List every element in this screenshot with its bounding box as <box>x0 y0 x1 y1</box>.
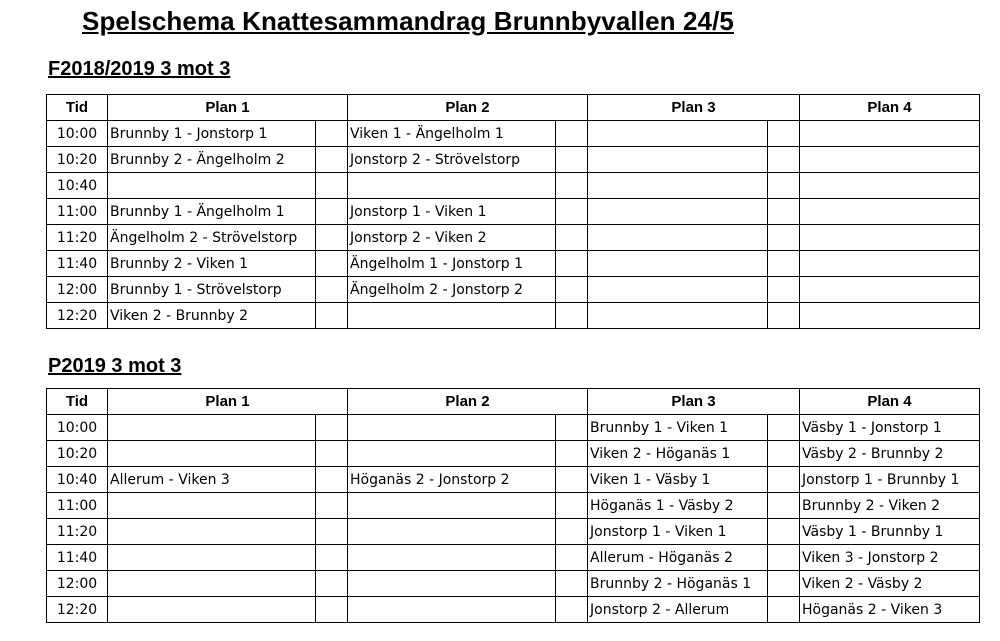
header-plan-1: Plan 1 <box>108 389 348 415</box>
plan-1-cell <box>108 415 316 441</box>
spacer-cell <box>556 225 588 251</box>
plan-4-cell <box>800 303 980 329</box>
spacer-cell <box>768 597 800 623</box>
spacer-cell <box>556 173 588 199</box>
spacer-cell <box>316 277 348 303</box>
table-row <box>47 277 980 303</box>
spacer-cell <box>768 277 800 303</box>
spacer-cell <box>768 467 800 493</box>
plan-4-cell: Brunnby 2 - Viken 2 <box>800 493 980 519</box>
spacer-cell <box>316 441 348 467</box>
header-plan-4: Plan 4 <box>800 95 980 121</box>
plan-1-cell: Brunnby 1 - Jonstorp 1 <box>108 121 316 147</box>
plan-2-cell: Viken 1 - Ängelholm 1 <box>348 121 556 147</box>
spacer-cell <box>768 571 800 597</box>
time-cell: 10:20 <box>47 147 108 173</box>
plan-3-cell: Brunnby 1 - Viken 1 <box>588 415 768 441</box>
plan-3-cell: Höganäs 1 - Väsby 2 <box>588 493 768 519</box>
plan-2-cell <box>348 173 556 199</box>
plan-1-cell <box>108 493 316 519</box>
plan-1-cell <box>108 173 316 199</box>
plan-2-cell <box>348 545 556 571</box>
time-cell: 11:00 <box>47 493 108 519</box>
spacer-cell <box>768 303 800 329</box>
spacer-cell <box>768 251 800 277</box>
time-cell: 12:00 <box>47 571 108 597</box>
time-cell: 10:40 <box>47 173 108 199</box>
plan-4-cell <box>800 121 980 147</box>
spacer-cell <box>556 277 588 303</box>
table-row <box>47 147 980 173</box>
plan-3-cell <box>588 173 768 199</box>
plan-4-cell: Höganäs 2 - Viken 3 <box>800 597 980 623</box>
table-row <box>47 519 980 545</box>
header-plan-2: Plan 2 <box>348 389 588 415</box>
spacer-cell <box>556 467 588 493</box>
spacer-cell <box>316 571 348 597</box>
table-header-row <box>47 95 980 121</box>
spacer-cell <box>556 121 588 147</box>
time-cell: 11:20 <box>47 519 108 545</box>
plan-1-cell <box>108 519 316 545</box>
plan-4-cell <box>800 173 980 199</box>
plan-4-cell: Viken 3 - Jonstorp 2 <box>800 545 980 571</box>
plan-3-cell: Allerum - Höganäs 2 <box>588 545 768 571</box>
time-cell: 11:00 <box>47 199 108 225</box>
plan-1-cell: Brunnby 2 - Viken 1 <box>108 251 316 277</box>
table-row <box>47 251 980 277</box>
plan-3-cell <box>588 225 768 251</box>
spacer-cell <box>768 441 800 467</box>
plan-4-cell: Väsby 1 - Jonstorp 1 <box>800 415 980 441</box>
plan-4-cell <box>800 147 980 173</box>
plan-2-cell: Höganäs 2 - Jonstorp 2 <box>348 467 556 493</box>
time-cell: 10:40 <box>47 467 108 493</box>
plan-3-cell: Jonstorp 1 - Viken 1 <box>588 519 768 545</box>
table-row <box>47 597 980 623</box>
plan-2-cell <box>348 597 556 623</box>
table-row <box>47 571 980 597</box>
header-plan-4: Plan 4 <box>800 389 980 415</box>
spacer-cell <box>556 147 588 173</box>
plan-4-cell: Väsby 2 - Brunnby 2 <box>800 441 980 467</box>
spacer-cell <box>768 173 800 199</box>
time-cell: 10:20 <box>47 441 108 467</box>
spacer-cell <box>556 251 588 277</box>
spacer-cell <box>768 199 800 225</box>
spacer-cell <box>316 519 348 545</box>
time-cell: 10:00 <box>47 415 108 441</box>
spacer-cell <box>316 251 348 277</box>
table-row <box>47 545 980 571</box>
section-title-p2019: P2019 3 mot 3 <box>48 355 182 377</box>
header-tid: Tid <box>47 95 108 121</box>
plan-2-cell: Jonstorp 2 - Viken 2 <box>348 225 556 251</box>
time-cell: 12:00 <box>47 277 108 303</box>
plan-3-cell: Viken 1 - Väsby 1 <box>588 467 768 493</box>
plan-1-cell <box>108 597 316 623</box>
spacer-cell <box>768 121 800 147</box>
page-title: Spelschema Knattesammandrag Brunnbyvallen 24/5 <box>82 6 734 36</box>
table-row <box>47 225 980 251</box>
spacer-cell <box>316 303 348 329</box>
plan-1-cell: Brunnby 1 - Ängelholm 1 <box>108 199 316 225</box>
plan-4-cell: Jonstorp 1 - Brunnby 1 <box>800 467 980 493</box>
header-plan-1: Plan 1 <box>108 95 348 121</box>
plan-1-cell <box>108 545 316 571</box>
table-body <box>47 415 980 623</box>
table-body <box>47 121 980 329</box>
time-cell: 10:00 <box>47 121 108 147</box>
table-header-row <box>47 389 980 415</box>
plan-3-cell <box>588 303 768 329</box>
table-row <box>47 121 980 147</box>
plan-1-cell: Allerum - Viken 3 <box>108 467 316 493</box>
plan-4-cell <box>800 277 980 303</box>
plan-1-cell: Brunnby 2 - Ängelholm 2 <box>108 147 316 173</box>
spacer-cell <box>768 147 800 173</box>
plan-3-cell <box>588 251 768 277</box>
table-row <box>47 303 980 329</box>
plan-1-cell <box>108 571 316 597</box>
table-row <box>47 199 980 225</box>
plan-4-cell <box>800 199 980 225</box>
table-row <box>47 173 980 199</box>
plan-2-cell <box>348 441 556 467</box>
spacer-cell <box>768 545 800 571</box>
plan-2-cell <box>348 415 556 441</box>
time-cell: 12:20 <box>47 597 108 623</box>
time-cell: 11:40 <box>47 545 108 571</box>
plan-2-cell <box>348 493 556 519</box>
plan-3-cell <box>588 147 768 173</box>
plan-2-cell: Jonstorp 1 - Viken 1 <box>348 199 556 225</box>
plan-1-cell: Brunnby 1 - Strövelstorp <box>108 277 316 303</box>
spacer-cell <box>556 519 588 545</box>
spacer-cell <box>316 121 348 147</box>
spacer-cell <box>316 173 348 199</box>
spacer-cell <box>316 545 348 571</box>
table-row <box>47 415 980 441</box>
schedule-table-f2018 <box>46 94 980 329</box>
spacer-cell <box>316 597 348 623</box>
plan-3-cell: Jonstorp 2 - Allerum <box>588 597 768 623</box>
table-row <box>47 441 980 467</box>
header-plan-3: Plan 3 <box>588 95 800 121</box>
time-cell: 12:20 <box>47 303 108 329</box>
spacer-cell <box>316 467 348 493</box>
time-cell: 11:40 <box>47 251 108 277</box>
spacer-cell <box>556 303 588 329</box>
spacer-cell <box>316 493 348 519</box>
spacer-cell <box>556 199 588 225</box>
spacer-cell <box>316 147 348 173</box>
plan-2-cell: Ängelholm 1 - Jonstorp 1 <box>348 251 556 277</box>
spacer-cell <box>556 545 588 571</box>
schedule-table-p2019 <box>46 388 980 623</box>
plan-2-cell: Ängelholm 2 - Jonstorp 2 <box>348 277 556 303</box>
plan-3-cell: Viken 2 - Höganäs 1 <box>588 441 768 467</box>
plan-1-cell <box>108 441 316 467</box>
spacer-cell <box>316 415 348 441</box>
plan-3-cell <box>588 199 768 225</box>
section-title-f2018: F2018/2019 3 mot 3 <box>48 58 231 80</box>
header-tid: Tid <box>47 389 108 415</box>
plan-3-cell: Brunnby 2 - Höganäs 1 <box>588 571 768 597</box>
plan-1-cell: Ängelholm 2 - Strövelstorp <box>108 225 316 251</box>
plan-3-cell <box>588 121 768 147</box>
spacer-cell <box>556 571 588 597</box>
plan-2-cell <box>348 519 556 545</box>
plan-4-cell <box>800 251 980 277</box>
table-row <box>47 493 980 519</box>
spacer-cell <box>768 225 800 251</box>
header-plan-2: Plan 2 <box>348 95 588 121</box>
spacer-cell <box>556 441 588 467</box>
plan-4-cell: Viken 2 - Väsby 2 <box>800 571 980 597</box>
plan-2-cell: Jonstorp 2 - Strövelstorp <box>348 147 556 173</box>
plan-2-cell <box>348 303 556 329</box>
spacer-cell <box>556 493 588 519</box>
plan-4-cell: Väsby 1 - Brunnby 1 <box>800 519 980 545</box>
plan-4-cell <box>800 225 980 251</box>
plan-1-cell: Viken 2 - Brunnby 2 <box>108 303 316 329</box>
spacer-cell <box>768 519 800 545</box>
spacer-cell <box>556 597 588 623</box>
spacer-cell <box>316 225 348 251</box>
spacer-cell <box>556 415 588 441</box>
spacer-cell <box>768 415 800 441</box>
time-cell: 11:20 <box>47 225 108 251</box>
header-plan-3: Plan 3 <box>588 389 800 415</box>
table-row <box>47 467 980 493</box>
spacer-cell <box>768 493 800 519</box>
spacer-cell <box>316 199 348 225</box>
plan-2-cell <box>348 571 556 597</box>
plan-3-cell <box>588 277 768 303</box>
